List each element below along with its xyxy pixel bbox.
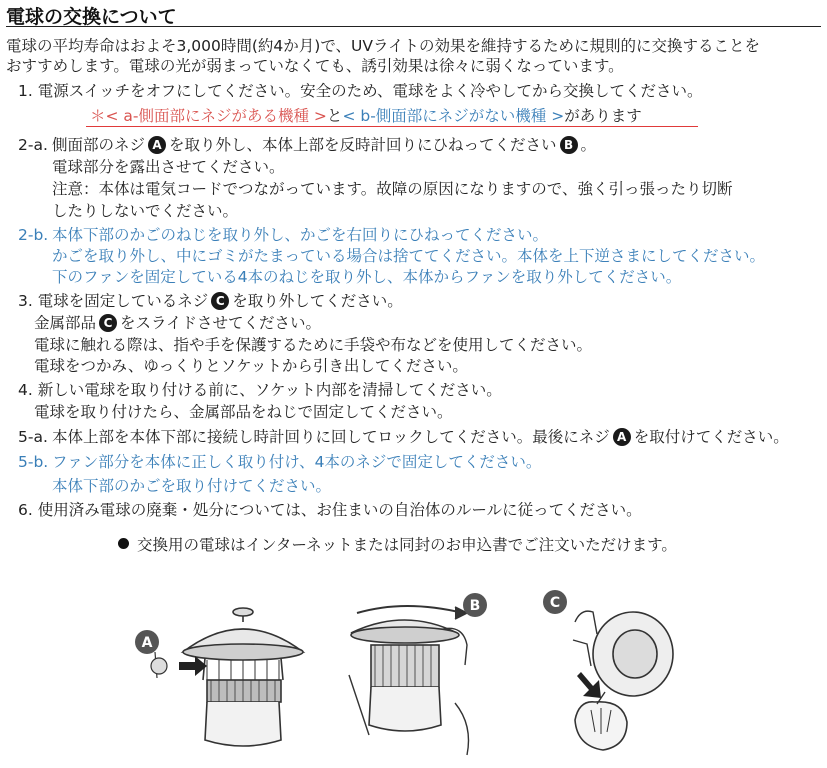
step-2a-num: 2-a.	[18, 136, 48, 154]
step-2a-line-1-pre: 側面部のネジ	[52, 136, 146, 154]
step-5b-num: 5-b.	[18, 453, 49, 471]
badge-c-icon-2: C	[99, 314, 117, 332]
step-2b-num: 2-b.	[18, 226, 49, 244]
note-middle: と	[326, 107, 343, 125]
illustration-remove-bulb-c	[535, 582, 705, 757]
illustration-rotate-top-b	[345, 585, 495, 760]
model-note	[90, 106, 642, 126]
step-5a-line-1	[52, 427, 789, 447]
step-5a-line-1-pre: 本体上部を本体下部に接続し時計回りに回してロックしてください。最後にネジ	[52, 428, 610, 446]
order-note-text: 交換用の電球はインターネットまたは同封のお申込書でご注文いただけます。	[137, 536, 677, 554]
step-3-line-2-post: をスライドさせてください。	[120, 314, 322, 332]
order-note	[118, 535, 677, 555]
intro-line-2: おすすめします。電球の光が弱まっていなくても、誘引効果は徐々に弱くなっています。	[6, 57, 624, 75]
intro-line-1: 電球の平均寿命はおよそ3,000時間(約4か月)で、UVライトの効果を維持するために規則的に交換することを	[6, 37, 761, 55]
step-5b-line-1: ファン部分を本体に正しく取り付け、4本のネジで固定してください。	[52, 453, 542, 471]
step-4-line-2: 電球を取り付けたら、金属部品をねじで固定してください。	[34, 403, 453, 421]
step-2a-line-1-mid: を取り外し、本体上部を反時計回りにひねってください	[169, 136, 557, 154]
illustration-remove-screw-a	[125, 600, 315, 760]
step-1: 1. 電源スイッチをオフにしてください。安全のため、電球をよく冷やしてから交換してください。	[18, 82, 703, 100]
note-type-a: ＊< a-側面部にネジがある機種 >	[90, 107, 327, 125]
badge-b-icon: B	[560, 136, 578, 154]
badge-a-icon-2: A	[613, 428, 631, 446]
step-2a-line-1-end: 。	[580, 136, 597, 154]
step-3-line-4: 電球をつかみ、ゆっくりとソケットから引き出してください。	[34, 357, 468, 375]
step-5b-line-2: 本体下部のかごを取り付けてください。	[52, 477, 332, 495]
step-2b-line-3: 下のファンを固定している4本のねじを取り外し、本体からファンを取り外してください。	[52, 268, 682, 286]
illus-label-a: A	[141, 635, 153, 651]
page-title: 電球の交換について	[6, 6, 177, 28]
step-2a-line-3: 注意：本体は電気コードでつながっています。故障の原因になりますので、強く引っ張ったり切断	[52, 180, 733, 198]
illus-label-c: C	[549, 595, 561, 611]
title-rule	[6, 26, 821, 27]
step-6: 6. 使用済み電球の廃棄・処分については、お住まいの自治体のルールに従ってください。	[18, 501, 642, 519]
step-2a-line-2: 電球部分を露出させてください。	[52, 158, 285, 176]
badge-c-icon: C	[211, 292, 229, 310]
step-3-line-2-pre: 金属部品	[34, 314, 97, 332]
note-type-b: < b-側面部にネジがない機種 >	[342, 107, 565, 125]
step-3-line-1-pre: 3. 電球を固定しているネジ	[18, 292, 209, 310]
step-5a-line-1-post: を取付けてください。	[633, 428, 789, 446]
note-underline	[86, 126, 698, 127]
step-3-line-2	[34, 313, 321, 333]
step-5a-num: 5-a.	[18, 428, 48, 446]
step-3-line-1-post: を取り外してください。	[232, 292, 403, 310]
step-2b-line-1: 本体下部のかごのねじを取り外し、かごを右回りにひねってください。	[52, 226, 549, 244]
step-4-line-1: 4. 新しい電球を取り付ける前に、ソケット内部を清掃してください。	[18, 381, 502, 399]
badge-a-icon: A	[148, 136, 166, 154]
step-3-line-3: 電球に触れる際は、指や手を保護するために手袋や布などを使用してください。	[34, 336, 593, 354]
illus-label-b: B	[469, 598, 481, 614]
step-3-line-1	[18, 291, 403, 311]
bullet-icon	[118, 538, 129, 549]
step-2b-line-2: かごを取り外し、中にゴミがたまっている場合は捨ててください。本体を上下逆さまにしてください。	[52, 247, 766, 265]
note-tail: があります	[564, 107, 642, 125]
step-2a-line-4: したりしないでください。	[52, 202, 239, 220]
step-2a-line-1	[52, 135, 596, 155]
